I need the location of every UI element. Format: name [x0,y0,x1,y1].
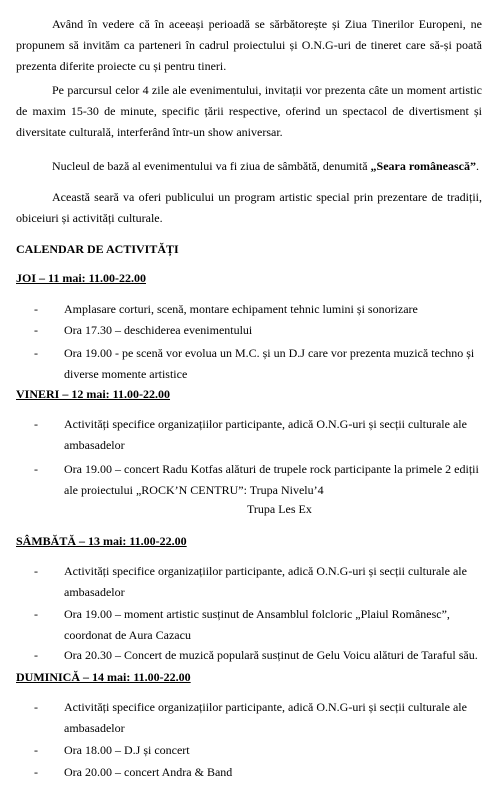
seara-romaneasca-emphasis: „Seara românească” [370,159,476,173]
intro-paragraph-2: Pe parcursul celor 4 zile ale evenimentului, invitații vor prezenta câte un moment artistic de maxim 15-30 de minute, specific țării respective, oferind un spectacol de divertisment și diversitate culturală, interferând într-un show aniversar. [16,83,482,139]
calendar-title: CALENDAR DE ACTIVITĂȚI [16,242,179,256]
day-title-duminica: DUMINICĂ – 14 mai: 11.00-22.00 [16,670,191,684]
intro-paragraph-4: Această seară va oferi publicului un program artistic special prin prezentare de tradiții, obiceiuri și activități culturale. [16,190,482,225]
intro-paragraph-1: Având în vedere că în aceeași perioadă se sărbătorește și Ziua Tinerilor Europeni, ne propunem să invităm ca parteneri în cadrul proiectului și O.N.G-uri de tineret care să-și poată prezenta diferite proiecte cu și pentru tineri. [16,17,482,73]
band-les-ex: Trupa Les Ex [247,502,312,516]
day-title-sambata: SÂMBĂTĂ – 13 mai: 11.00-22.00 [16,534,187,548]
document-page: Având în vedere că în aceeași perioadă se sărbătorește și Ziua Tinerilor Europeni, ne propunem să invităm ca parteneri în cadrul proiectului și O.N.G-uri de tineret care să-și poată prezenta diferite proiecte cu și pentru tineri. Pe parcursul celor 4 zile ale evenimentului, invitații vor prezenta câte un moment artistic de maxim 15-30 de minute, specific țării respective, oferind un spectacol de divertisment și diversitate culturală, interferând într-un show aniversar. Nucleul de bază al evenimentului va fi ziua de sâmbătă, denumită „Seara românească”. Această seară va oferi publicului un program artistic special prin prezentare de tradiții, obiceiuri și activități culturale. CALENDAR DE ACTIVITĂȚI JOI – 11 mai: 11.00-22.00 - Amplasare corturi, scenă, montare echipament tehnic lumini și sonorizare - Ora 17.30 – deschiderea evenimentului - Ora 19.00 - pe scenă vor evolua un M.C. și un D.J care vor prezenta muzică techno și diverse momente artistice VINERI – 12 mai: 11.00-22.00 - Activități specifice organizațiilor participante, adică O.N.G-uri și secții culturale ale ambasadelor - Ora 19.00 – concert Radu Kotfas alături de trupele rock participante la primele 2 ediții ale proiectului „ROCK’N CENTRU”: Trupa Nivelu’4 Trupa Les Ex SÂMBĂTĂ – 13 mai: 11.00-22.00 - Activități specifice organizațiilor participante, adică O.N.G-uri și secții culturale ale ambasadelor - Ora 19.00 – moment artistic susținut de Ansamblul folcloric „Plaiul Românesc”, coordonat de Aura Cazacu - Ora 20.30 – Concert de muzică populară susținut de Gelu Voicu alături de Taraful său. DUMINICĂ – 14 mai: 11.00-22.00 - Activități specifice organizațiilor participante, adică O.N.G-uri și secții culturale ale ambasadelor - Ora 18.00 – D.J și concert - Ora 20.00 – concert Andra & Band [0,0,495,801]
intro-paragraph-3: Nucleul de bază al evenimentului va fi ziua de sâmbătă, denumită „Seara românească”. [52,159,479,173]
day-title-joi: JOI – 11 mai: 11.00-22.00 [16,271,147,285]
day-title-vineri: VINERI – 12 mai: 11.00-22.00 [16,387,171,401]
